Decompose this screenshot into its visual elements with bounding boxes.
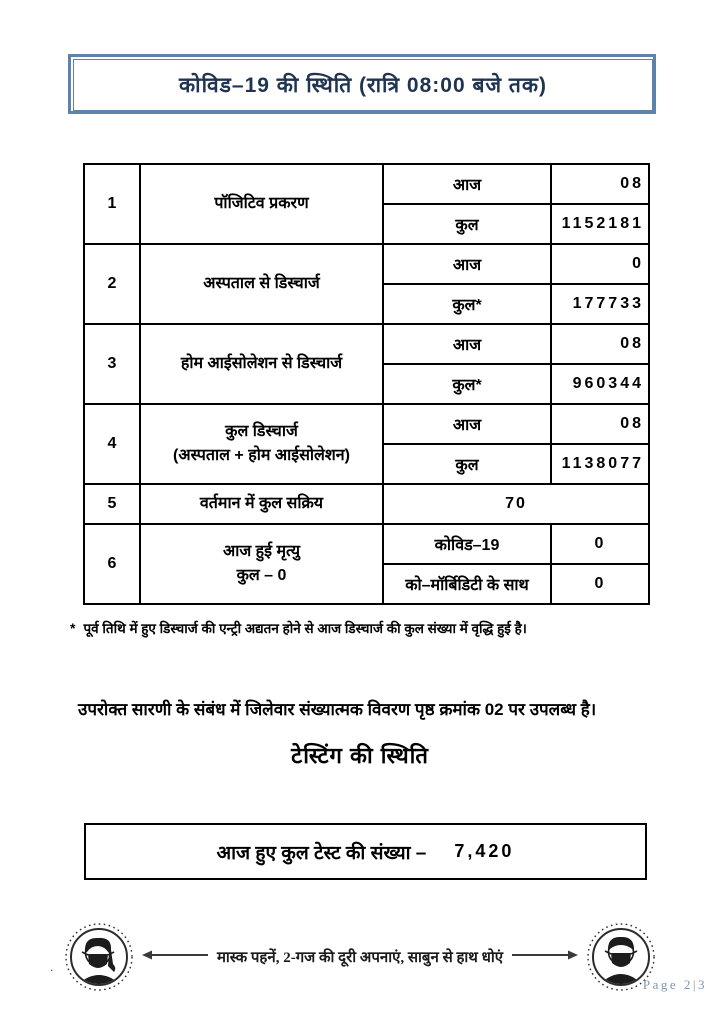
testing-count-box [84, 823, 647, 880]
table-cell-desc: अस्पताल से डिस्चार्ज [140, 244, 383, 324]
table-cell-label: आज [383, 404, 551, 444]
footnote-asterisk: * [70, 620, 76, 636]
table-cell-value: 08 [551, 404, 649, 444]
table-row [84, 404, 649, 444]
table-cell-desc [140, 524, 383, 604]
table-cell-sno: 4 [84, 404, 140, 484]
table-cell-label: कुल* [383, 364, 551, 404]
district-note: उपरोक्त सारणी के संबंध में जिलेवार संख्यात्मक विवरण पृष्ठ क्रमांक 02 पर उपलब्ध है। [78, 700, 597, 719]
table-cell-value: 0 [551, 524, 649, 564]
table-cell-sno: 5 [84, 484, 140, 524]
desc-line-2: (अस्पताल + होम आईसोलेशन) [173, 447, 350, 464]
report-title-inner-border [73, 59, 653, 111]
table-cell-label: को–मॉर्बिडिटी के साथ [383, 564, 551, 604]
table-row [84, 524, 649, 564]
table-cell-value: 1138077 [551, 444, 649, 484]
table-cell-merged-value: 70 [383, 484, 649, 524]
table-cell-desc [140, 404, 383, 484]
left-arrow-icon [142, 948, 208, 966]
table-cell-label: कुल [383, 204, 551, 244]
desc-line-1: आज हुई मृत्यु [223, 543, 300, 560]
table-cell-label: आज [383, 244, 551, 284]
table-cell-value: 1152181 [551, 204, 649, 244]
testing-count-label: आज हुए कुल टेस्ट की संख्या – [216, 842, 427, 864]
footer-banner [64, 922, 656, 992]
covid-status-table [83, 163, 650, 605]
table-cell-value: 177733 [551, 284, 649, 324]
table-cell-label: कुल [383, 444, 551, 484]
testing-count-value: 7,420 [454, 841, 515, 861]
right-arrow-icon [512, 948, 578, 966]
table-cell-sno: 3 [84, 324, 140, 404]
table-cell-value: 08 [551, 324, 649, 364]
table-row [84, 324, 649, 364]
table-cell-label: आज [383, 164, 551, 204]
table-row [84, 484, 649, 524]
table-cell-label: कोविड–19 [383, 524, 551, 564]
page-title: कोविड–19 की स्थिति (रात्रि 08:00 बजे तक) [179, 74, 547, 97]
table-row [84, 164, 649, 204]
report-title-box [68, 54, 656, 114]
footnote-text: पूर्व तिथि में हुए डिस्चार्ज की एन्ट्री अद्यतन होने से आज डिस्चार्ज की कुल संख्या में वृद्धि हुई है। [83, 621, 527, 636]
stray-dot: . [50, 960, 54, 974]
table-cell-sno: 2 [84, 244, 140, 324]
desc-line-2: कुल – 0 [236, 567, 287, 584]
footer-message: मास्क पहनें, 2-गज की दूरी अपनाएं, साबुन से हाथ धोएं [216, 950, 504, 966]
table-cell-value: 08 [551, 164, 649, 204]
table-cell-label: आज [383, 324, 551, 364]
table-cell-sno: 6 [84, 524, 140, 604]
table-row [84, 244, 649, 284]
testing-status-heading: टेस्टिंग की स्थिति [291, 743, 429, 768]
table-cell-label: कुल* [383, 284, 551, 324]
desc-line-1: कुल डिस्चार्ज [225, 423, 298, 440]
footnote [70, 619, 655, 639]
table-cell-desc: होम आईसोलेशन से डिस्चार्ज [140, 324, 383, 404]
table-cell-value: 0 [551, 244, 649, 284]
masked-woman-icon [64, 922, 134, 992]
table-cell-value: 960344 [551, 364, 649, 404]
table-cell-desc: पॉजिटिव प्रकरण [140, 164, 383, 244]
table-cell-value: 0 [551, 564, 649, 604]
table-cell-sno: 1 [84, 164, 140, 244]
table-cell-desc: वर्तमान में कुल सक्रिय [140, 484, 383, 524]
page-number: Page 2|3 [642, 977, 707, 992]
